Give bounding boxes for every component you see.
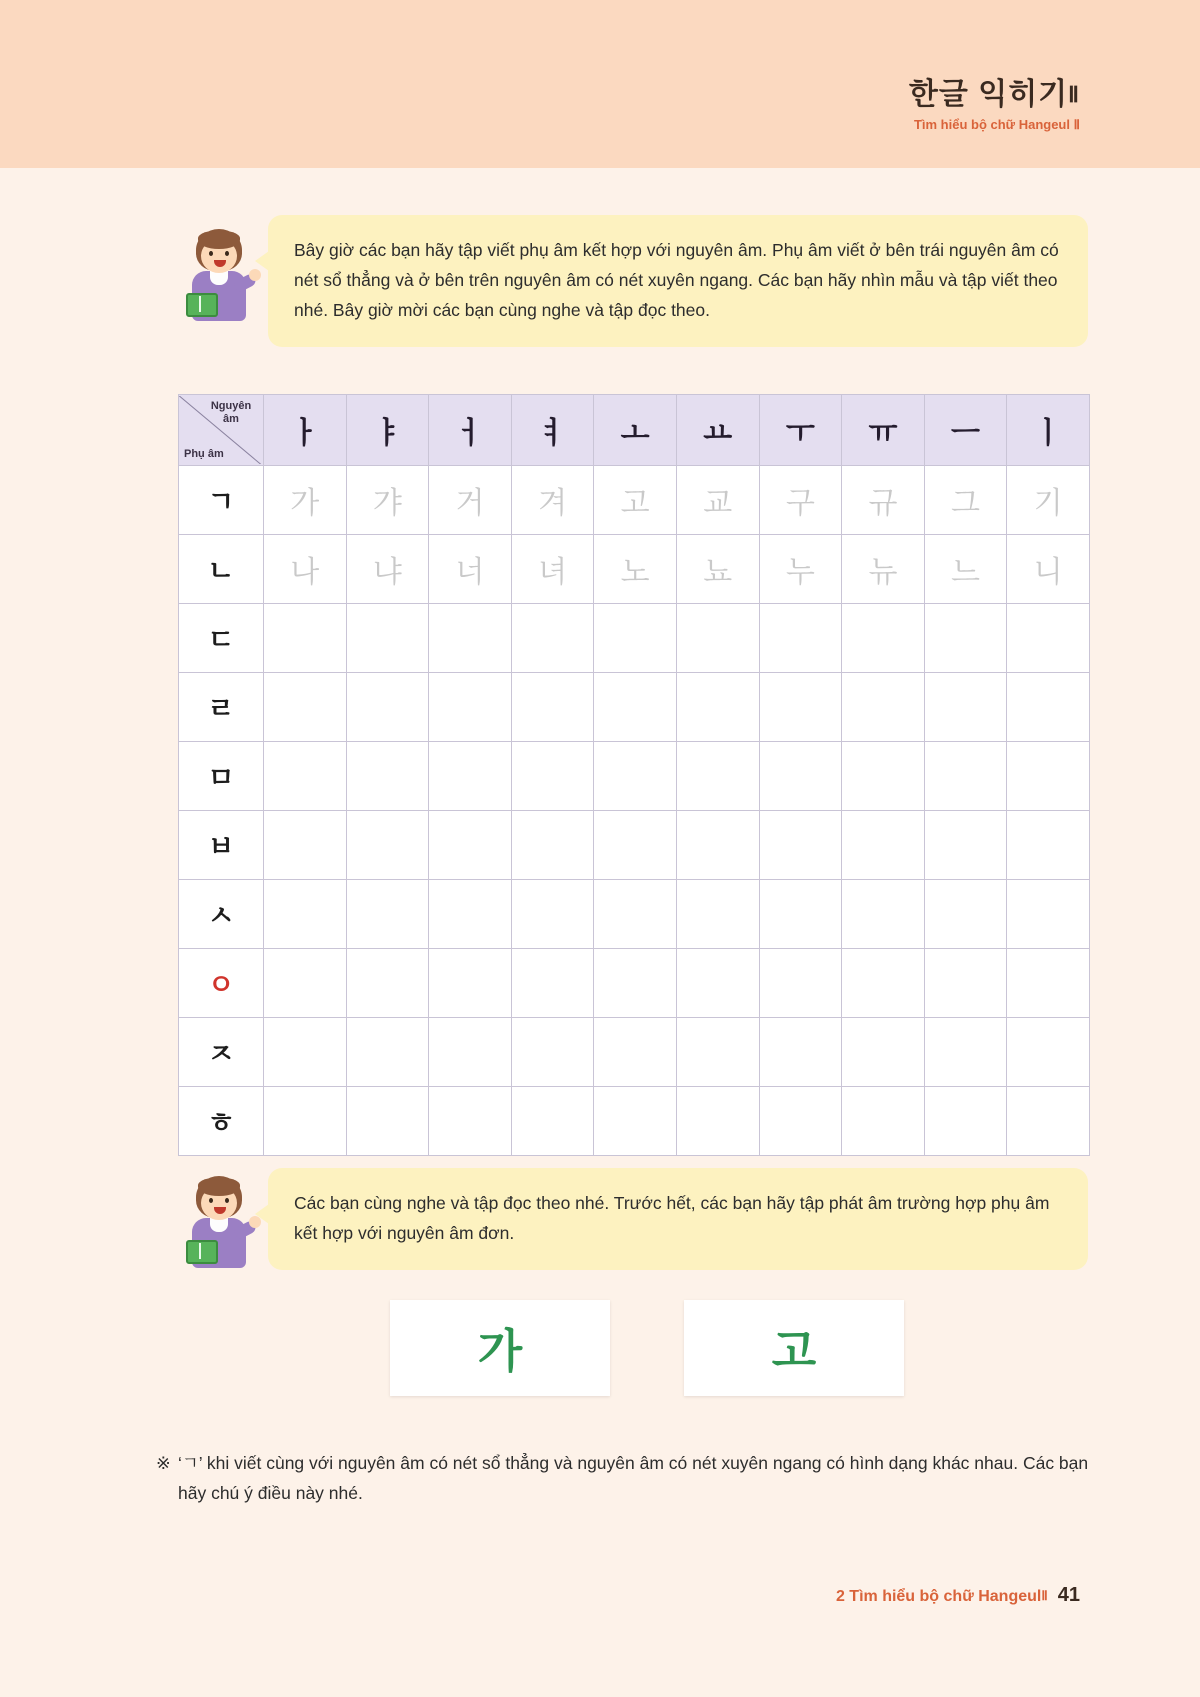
writing-practice-cell[interactable] <box>676 673 759 742</box>
writing-practice-cell[interactable] <box>264 811 347 880</box>
eye-left-icon <box>209 1198 213 1203</box>
writing-practice-cell[interactable] <box>842 880 925 949</box>
writing-practice-cell[interactable] <box>842 742 925 811</box>
table-row <box>179 811 1090 880</box>
writing-practice-cell[interactable] <box>511 811 594 880</box>
consonant-header-cell: ㅅ <box>179 880 264 949</box>
writing-practice-cell[interactable] <box>676 604 759 673</box>
syllable-sample-cell: 뇨 <box>676 535 759 604</box>
writing-practice-cell[interactable] <box>676 811 759 880</box>
example-card-1-text: 가 <box>477 1325 523 1377</box>
syllable-sample-cell: 느 <box>924 535 1007 604</box>
writing-practice-cell[interactable] <box>759 1018 842 1087</box>
syllable-sample-cell: 갸 <box>346 466 429 535</box>
instruction-block-bottom <box>178 1168 1088 1282</box>
header-band <box>0 0 1200 168</box>
syllable-sample-cell: 너 <box>429 535 512 604</box>
writing-practice-cell[interactable] <box>759 880 842 949</box>
syllable-sample-cell: 구 <box>759 466 842 535</box>
footnote-mark: ※ <box>156 1453 171 1473</box>
writing-practice-cell[interactable] <box>264 742 347 811</box>
writing-practice-cell[interactable] <box>842 1087 925 1156</box>
writing-practice-cell[interactable] <box>924 1018 1007 1087</box>
vowel-header-cell: ㅠ <box>842 395 925 466</box>
table-row <box>179 1018 1090 1087</box>
eye-right-icon <box>225 1198 229 1203</box>
writing-practice-cell[interactable] <box>264 1018 347 1087</box>
writing-practice-cell[interactable] <box>842 1018 925 1087</box>
writing-practice-cell[interactable] <box>594 880 677 949</box>
example-card-1 <box>390 1300 610 1396</box>
example-card-2-text: 고 <box>771 1325 817 1377</box>
syllable-sample-cell: 기 <box>1007 466 1090 535</box>
writing-practice-cell[interactable] <box>676 1018 759 1087</box>
table-row <box>179 466 1090 535</box>
corner-consonant-label: Phụ âm <box>184 448 224 460</box>
writing-practice-cell[interactable] <box>429 949 512 1018</box>
writing-practice-cell[interactable] <box>511 742 594 811</box>
writing-practice-cell[interactable] <box>594 673 677 742</box>
instruction-block-top <box>178 215 1088 347</box>
writing-practice-cell[interactable] <box>429 1087 512 1156</box>
table-row <box>179 880 1090 949</box>
vowel-header-cell: ㅓ <box>429 395 512 466</box>
fringe-icon <box>198 231 240 249</box>
writing-practice-cell[interactable] <box>429 742 512 811</box>
speech-bubble-top <box>268 215 1088 347</box>
writing-practice-cell[interactable] <box>511 1018 594 1087</box>
vowel-header-cell: ㅛ <box>676 395 759 466</box>
writing-practice-cell[interactable] <box>759 811 842 880</box>
vowel-header-cell: ㅏ <box>264 395 347 466</box>
writing-practice-cell[interactable] <box>924 742 1007 811</box>
writing-practice-cell[interactable] <box>1007 604 1090 673</box>
page-title-korean: 한글 익히기 <box>908 78 1069 111</box>
page-subtitle: Tìm hiểu bộ chữ Hangeul Ⅱ <box>913 117 1080 132</box>
vowel-header-cell: ㅜ <box>759 395 842 466</box>
writing-practice-cell[interactable] <box>842 673 925 742</box>
writing-practice-cell[interactable] <box>1007 880 1090 949</box>
collar-icon <box>210 271 228 285</box>
writing-practice-cell[interactable] <box>676 880 759 949</box>
footnote <box>156 1448 1090 1508</box>
consonant-header-cell: ㄹ <box>179 673 264 742</box>
writing-practice-cell[interactable] <box>594 1087 677 1156</box>
writing-practice-cell[interactable] <box>346 880 429 949</box>
practice-table-wrapper <box>178 394 1090 1156</box>
writing-practice-cell[interactable] <box>924 949 1007 1018</box>
writing-practice-cell[interactable] <box>924 673 1007 742</box>
table-header-row <box>179 395 1090 466</box>
writing-practice-cell[interactable] <box>924 811 1007 880</box>
book-icon <box>186 1240 218 1264</box>
writing-practice-cell[interactable] <box>264 673 347 742</box>
instruction-text-top: Bây giờ các bạn hãy tập viết phụ âm kết hợp với nguyên âm. Phụ âm viết ở bên trái nguyên âm có nét sổ thẳng và ở bên trên nguyên âm có nét xuyên ngang. Các bạn hãy nhìn mẫu và tập viết theo nhé. Bây giờ mời các bạn cùng nghe và tập đọc theo. <box>294 240 1059 321</box>
writing-practice-cell[interactable] <box>511 673 594 742</box>
syllable-sample-cell: 니 <box>1007 535 1090 604</box>
writing-practice-cell[interactable] <box>759 949 842 1018</box>
writing-practice-cell[interactable] <box>1007 811 1090 880</box>
writing-practice-cell[interactable] <box>511 1087 594 1156</box>
syllable-sample-cell: 나 <box>264 535 347 604</box>
writing-practice-cell[interactable] <box>346 742 429 811</box>
writing-practice-cell[interactable] <box>676 949 759 1018</box>
writing-practice-cell[interactable] <box>924 880 1007 949</box>
page-footer <box>836 1584 1080 1607</box>
writing-practice-cell[interactable] <box>429 880 512 949</box>
instruction-text-bottom: Các bạn cùng nghe và tập đọc theo nhé. Trước hết, các bạn hãy tập phát âm trường hợp phụ âm kết hợp với nguyên âm đơn. <box>294 1193 1050 1244</box>
table-row <box>179 673 1090 742</box>
writing-practice-cell[interactable] <box>676 742 759 811</box>
consonant-header-cell: ㅇ <box>179 949 264 1018</box>
writing-practice-cell[interactable] <box>842 604 925 673</box>
writing-practice-cell[interactable] <box>511 949 594 1018</box>
writing-practice-cell[interactable] <box>924 604 1007 673</box>
table-row <box>179 949 1090 1018</box>
writing-practice-cell[interactable] <box>842 811 925 880</box>
table-corner-cell <box>179 395 264 466</box>
collar-icon <box>210 1218 228 1232</box>
writing-practice-cell[interactable] <box>346 1018 429 1087</box>
consonant-header-cell: ㅎ <box>179 1087 264 1156</box>
syllable-sample-cell: 누 <box>759 535 842 604</box>
vowel-header-cell: ㅑ <box>346 395 429 466</box>
teacher-illustration-bottom <box>178 1174 260 1282</box>
eye-right-icon <box>225 251 229 256</box>
consonant-header-cell: ㅂ <box>179 811 264 880</box>
consonant-header-cell: ㅁ <box>179 742 264 811</box>
writing-practice-cell[interactable] <box>346 673 429 742</box>
writing-practice-cell[interactable] <box>594 1018 677 1087</box>
consonant-header-cell: ㅈ <box>179 1018 264 1087</box>
footnote-text: ‘ㄱ’ khi viết cùng với nguyên âm có nét sổ thẳng và nguyên âm có nét xuyên ngang có hình dạng khác nhau. Các bạn hãy chú ý điều này nhé. <box>178 1453 1089 1504</box>
table-row <box>179 604 1090 673</box>
book-icon <box>186 293 218 317</box>
writing-practice-cell[interactable] <box>924 1087 1007 1156</box>
table-row <box>179 742 1090 811</box>
eye-left-icon <box>209 251 213 256</box>
footer-label: 2 Tìm hiểu bộ chữ Hangeul <box>835 1588 1042 1605</box>
syllable-sample-cell: 규 <box>842 466 925 535</box>
vowel-header-cell: ㅣ <box>1007 395 1090 466</box>
writing-practice-cell[interactable] <box>842 949 925 1018</box>
writing-practice-cell[interactable] <box>346 949 429 1018</box>
writing-practice-cell[interactable] <box>511 880 594 949</box>
writing-practice-cell[interactable] <box>264 880 347 949</box>
writing-practice-cell[interactable] <box>346 1087 429 1156</box>
syllable-sample-cell: 거 <box>429 466 512 535</box>
syllable-sample-cell: 교 <box>676 466 759 535</box>
syllable-sample-cell: 가 <box>264 466 347 535</box>
writing-practice-cell[interactable] <box>594 604 677 673</box>
writing-practice-cell[interactable] <box>1007 1018 1090 1087</box>
writing-practice-cell[interactable] <box>264 949 347 1018</box>
example-card-2 <box>684 1300 904 1396</box>
writing-practice-cell[interactable] <box>511 604 594 673</box>
writing-practice-cell[interactable] <box>346 811 429 880</box>
consonant-header-cell: ㄷ <box>179 604 264 673</box>
syllable-practice-table <box>178 394 1090 1156</box>
vowel-header-cell: ㅗ <box>594 395 677 466</box>
writing-practice-cell[interactable] <box>264 604 347 673</box>
syllable-sample-cell: 녀 <box>511 535 594 604</box>
writing-practice-cell[interactable] <box>594 949 677 1018</box>
writing-practice-cell[interactable] <box>594 742 677 811</box>
fringe-icon <box>198 1178 240 1196</box>
syllable-sample-cell: 노 <box>594 535 677 604</box>
syllable-sample-cell: 고 <box>594 466 677 535</box>
consonant-header-cell: ㄱ <box>179 466 264 535</box>
teacher-illustration-top <box>178 227 260 335</box>
writing-practice-cell[interactable] <box>264 1087 347 1156</box>
syllable-sample-cell: 냐 <box>346 535 429 604</box>
vowel-header-cell: ㅡ <box>924 395 1007 466</box>
vowel-header-cell: ㅕ <box>511 395 594 466</box>
writing-practice-cell[interactable] <box>429 673 512 742</box>
footer-roman-numeral: Ⅱ <box>1041 1588 1048 1603</box>
syllable-sample-cell: 뉴 <box>842 535 925 604</box>
writing-practice-cell[interactable] <box>594 811 677 880</box>
syllable-sample-cell: 겨 <box>511 466 594 535</box>
example-cards <box>178 1300 1090 1396</box>
header-title-group <box>909 78 1080 133</box>
speech-bubble-bottom <box>268 1168 1088 1270</box>
writing-practice-cell[interactable] <box>759 604 842 673</box>
writing-practice-cell[interactable] <box>346 604 429 673</box>
table-row <box>179 535 1090 604</box>
page-number: 41 <box>1057 1584 1080 1606</box>
writing-practice-cell[interactable] <box>1007 742 1090 811</box>
writing-practice-cell[interactable] <box>759 673 842 742</box>
page-title-roman-numeral: Ⅱ <box>1068 82 1080 107</box>
writing-practice-cell[interactable] <box>1007 1087 1090 1156</box>
writing-practice-cell[interactable] <box>759 742 842 811</box>
writing-practice-cell[interactable] <box>429 811 512 880</box>
writing-practice-cell[interactable] <box>1007 673 1090 742</box>
consonant-header-cell: ㄴ <box>179 535 264 604</box>
corner-vowel-label: Nguyên âm <box>210 400 252 425</box>
writing-practice-cell[interactable] <box>676 1087 759 1156</box>
page-title <box>909 78 1080 111</box>
writing-practice-cell[interactable] <box>429 604 512 673</box>
syllable-sample-cell: 그 <box>924 466 1007 535</box>
writing-practice-cell[interactable] <box>759 1087 842 1156</box>
writing-practice-cell[interactable] <box>429 1018 512 1087</box>
writing-practice-cell[interactable] <box>1007 949 1090 1018</box>
table-row <box>179 1087 1090 1156</box>
